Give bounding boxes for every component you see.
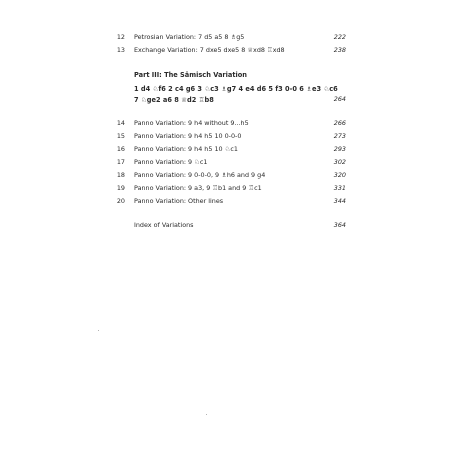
chapter-number: 16 xyxy=(116,145,125,153)
toc-entry-index xyxy=(0,219,452,232)
chapter-title: Panno Variation: Other lines xyxy=(134,197,224,205)
toc-entry xyxy=(0,156,452,169)
part-heading: Part III: The Sämisch Variation xyxy=(134,71,247,79)
chapter-page: 222 xyxy=(333,33,346,41)
chapter-page: 293 xyxy=(333,145,346,153)
chapter-page: 320 xyxy=(333,171,346,179)
toc-entry xyxy=(0,182,452,195)
chapter-number: 12 xyxy=(116,33,125,41)
chapter-number: 15 xyxy=(116,132,125,140)
chapter-number: 18 xyxy=(116,171,125,179)
chapter-page: 266 xyxy=(333,119,346,127)
chapter-page: 302 xyxy=(333,158,346,166)
part-moves-line-2: 7 ♘ge2 a6 8 ♕d2 ♖b8 xyxy=(134,96,214,104)
scan-speck xyxy=(98,330,99,331)
chapter-number: 20 xyxy=(116,197,125,205)
scan-speck xyxy=(206,414,207,415)
chapter-title: Panno Variation: 9 0-0-0, 9 ♗h6 and 9 g4 xyxy=(134,171,266,179)
chapter-page: 238 xyxy=(333,46,346,54)
chapter-title: Exchange Variation: 7 dxe5 dxe5 8 ♕xd8 ♖xd8 xyxy=(134,46,285,54)
chapter-title: Panno Variation: 9 h4 h5 10 0-0-0 xyxy=(134,132,242,140)
part-page: 264 xyxy=(333,95,346,103)
toc-entry xyxy=(0,195,452,208)
toc-entry xyxy=(0,130,452,143)
toc-entry xyxy=(0,117,452,130)
chapter-number: 19 xyxy=(116,184,125,192)
index-page: 364 xyxy=(333,221,346,229)
chapter-title: Panno Variation: 9 ♘c1 xyxy=(134,158,208,166)
chapter-title: Panno Variation: 9 h4 without 9...h5 xyxy=(134,119,249,127)
index-title: Index of Variations xyxy=(134,221,194,229)
toc-entry xyxy=(0,31,452,44)
toc-entry xyxy=(0,44,452,57)
chapter-title: Panno Variation: 9 h4 h5 10 ♘c1 xyxy=(134,145,238,153)
chapter-title: Panno Variation: 9 a3, 9 ♖b1 and 9 ♖c1 xyxy=(134,184,262,192)
chapter-page: 331 xyxy=(333,184,346,192)
chapter-page: 273 xyxy=(333,132,346,140)
chapter-number: 17 xyxy=(116,158,125,166)
chapter-page: 344 xyxy=(333,197,346,205)
part-moves-line-1: 1 d4 ♘f6 2 c4 g6 3 ♘c3 ♗g7 4 e4 d6 5 f3 0-0 6 ♗e3 ♘c6 xyxy=(134,85,338,93)
toc-entry xyxy=(0,169,452,182)
chapter-number: 14 xyxy=(116,119,125,127)
chapter-number: 13 xyxy=(116,46,125,54)
toc-entry xyxy=(0,143,452,156)
chapter-title: Petrosian Variation: 7 d5 a5 8 ♗g5 xyxy=(134,33,245,41)
